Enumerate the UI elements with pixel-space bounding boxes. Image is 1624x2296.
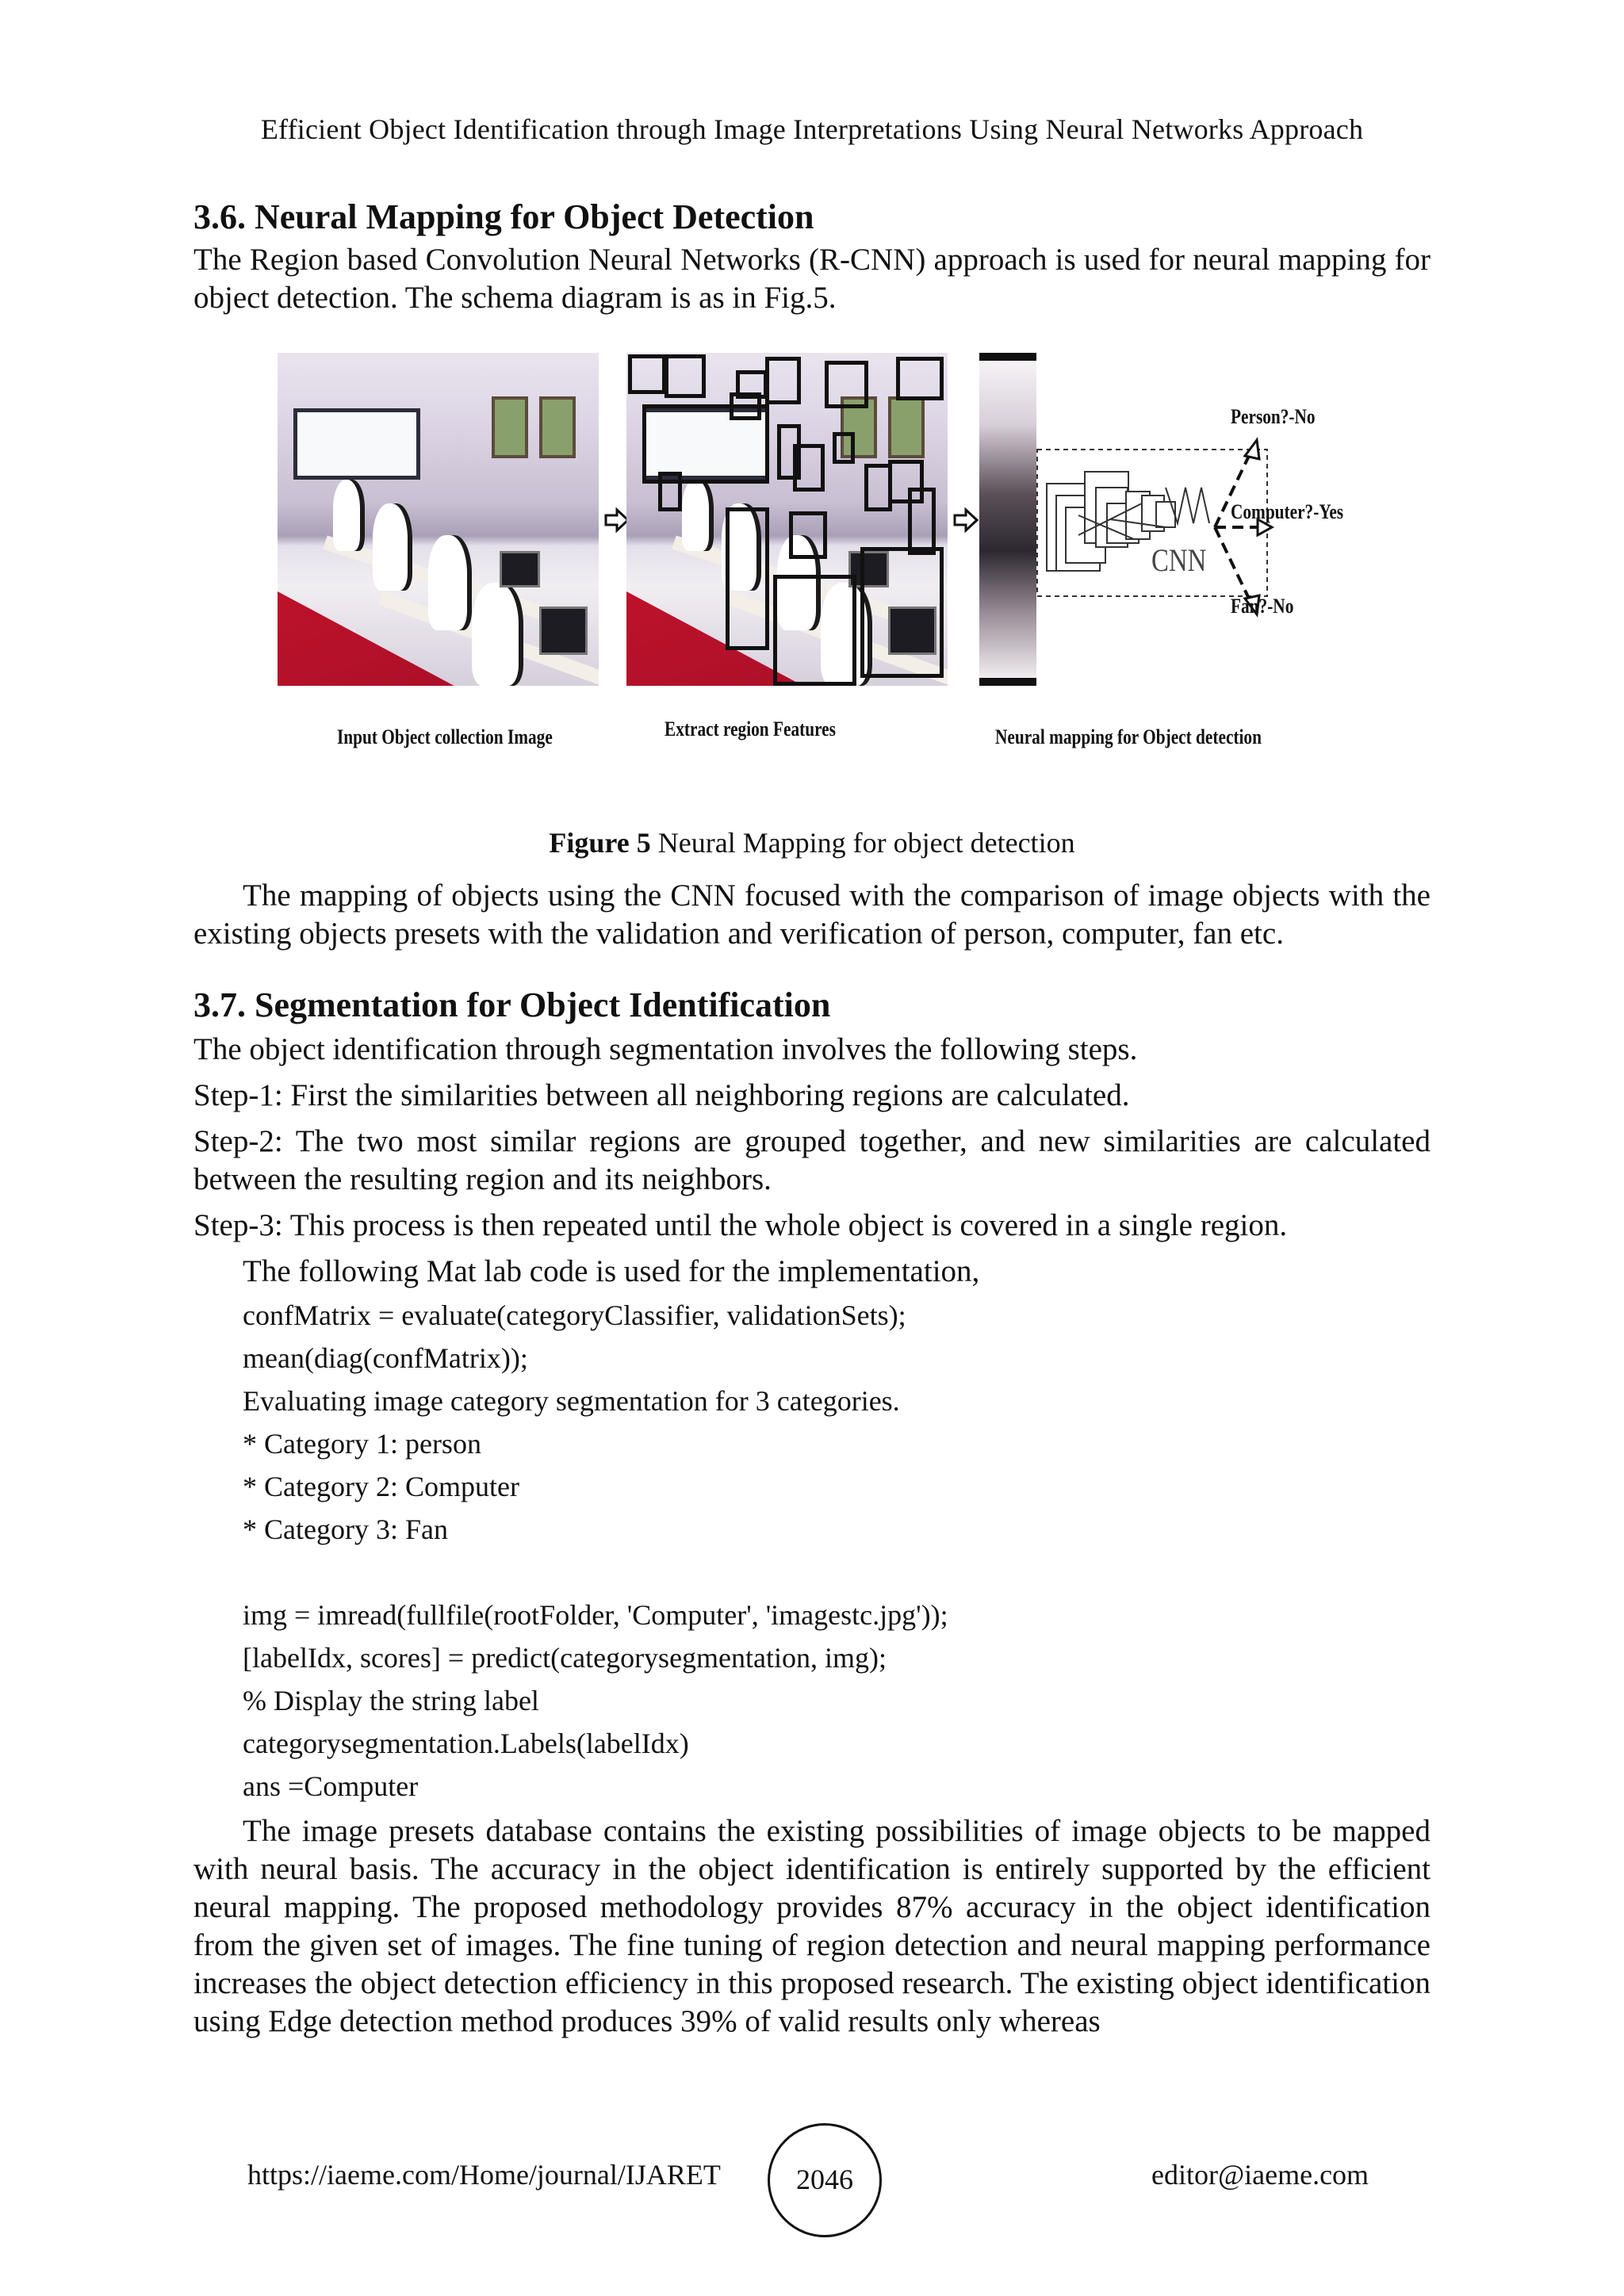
- input-image: [278, 353, 599, 686]
- arrow-right-icon: [953, 507, 979, 533]
- page-footer: [0, 2123, 1624, 2242]
- caption-label: Figure 5: [549, 827, 651, 859]
- code-line: * Category 2: Computer: [243, 1471, 519, 1502]
- panel-label: Neural mapping for Object detection: [995, 725, 1262, 748]
- region-features-image: [626, 353, 948, 686]
- code-line: * Category 3: Fan: [243, 1513, 448, 1545]
- section-37: [193, 985, 1431, 1291]
- journal-url[interactable]: https://iaeme.com/Home/journal/IJARET: [247, 2159, 721, 2191]
- section-heading: 3.7. Segmentation for Object Identification: [193, 985, 831, 1024]
- step-1: Step-1: First the similarities between all neighboring regions are calculated.: [193, 1078, 1130, 1112]
- panel-label: Input Object collection Image: [337, 725, 553, 748]
- step-3: Step-3: This process is then repeated until the whole object is covered in a single region.: [193, 1208, 1288, 1242]
- code-line: * Category 1: person: [243, 1428, 481, 1460]
- code-line: [labelIdx, scores] = predict(categorysegmentation, img);: [243, 1642, 887, 1674]
- figure-5: [270, 353, 1344, 797]
- paragraph: The image presets database contains the existing possibilities of image objects to be mapped with neural basis. The accuracy in the object identification is entirely supported by the efficient neural mapping. The proposed methodology provides 87% accuracy in the object identification from the given set of images. The fine tuning of region detection and neural mapping performance increases the object detection efficiency in this proposed research. The existing object identification using Edge detection method produces 39% of valid results only whereas: [193, 1814, 1431, 2038]
- paragraph: The mapping of objects using the CNN focused with the comparison of image objects with the existing objects presets with the validation and verification of person, computer, fan etc.: [193, 878, 1431, 951]
- running-header: Efficient Object Identification through Image Interpretations Using Neural Networks Approach: [260, 113, 1364, 145]
- code-line: mean(diag(confMatrix));: [243, 1342, 528, 1374]
- panel-label: Extract region Features: [665, 718, 836, 740]
- code-line: categorysegmentation.Labels(labelIdx): [243, 1728, 689, 1759]
- editor-email[interactable]: editor@iaeme.com: [1151, 2159, 1369, 2191]
- code-line: ans =Computer: [243, 1770, 419, 1802]
- section-heading: 3.6. Neural Mapping for Object Detection: [193, 197, 814, 236]
- cnn-label: CNN: [1151, 542, 1207, 578]
- figure-caption: [0, 826, 1624, 859]
- output-label: Fan?-No: [1231, 595, 1294, 618]
- code-line: img = imread(fullfile(rootFolder, 'Computer', 'imagestc.jpg'));: [243, 1599, 948, 1631]
- output-label: Computer?-Yes: [1231, 500, 1344, 523]
- paragraph: The Region based Convolution Neural Networks (R-CNN) approach is used for neural mapping for object detection. The schema diagram is as in Fig.5.: [193, 243, 1431, 315]
- caption-text: Neural Mapping for object detection: [650, 827, 1075, 859]
- code-line: % Display the string label: [243, 1685, 539, 1716]
- after-figure-block: [193, 877, 1431, 953]
- code-line: Evaluating image category segmentation for 3 categories.: [243, 1385, 900, 1417]
- step-2: Step-2: The two most similar regions are grouped together, and new similarities are calculated between the resulting region and its neighbors.: [193, 1124, 1431, 1196]
- closing-block: [193, 1812, 1431, 2041]
- code-line: confMatrix = evaluate(categoryClassifier, validationSets);: [243, 1299, 906, 1331]
- cropped-region-image: [979, 353, 1036, 686]
- paragraph: The object identification through segmentation involves the following steps.: [193, 1032, 1138, 1066]
- section-36: [193, 197, 1431, 317]
- page-number: 2046: [768, 2123, 882, 2237]
- code-intro: The following Mat lab code is used for the implementation,: [243, 1254, 980, 1288]
- output-label: Person?-No: [1231, 405, 1316, 428]
